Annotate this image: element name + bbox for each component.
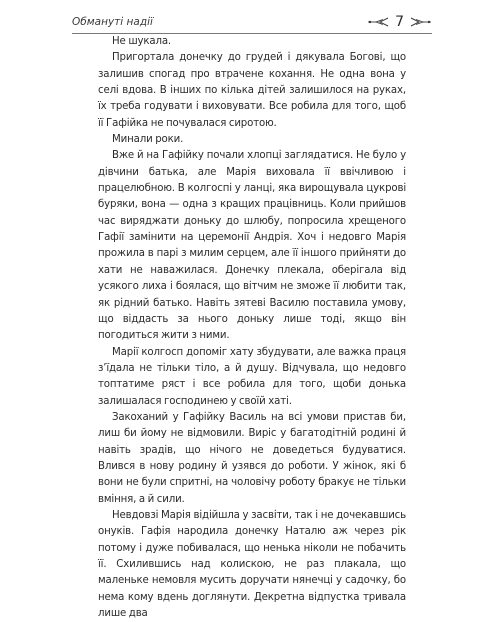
paragraph: Пригортала донечку до грудей і дякувала Богові, що залишив спогад про втрачене кохання. Не одна вона у селі вдова. В інших по кілька дітей залишилося на руках, їх треба годувати і виховувати. Все робила для того, щоб її Гафійка не почувалася сиротою. (98, 52, 406, 129)
page-number-ornament (367, 12, 432, 32)
page-body (98, 34, 406, 622)
paragraph: Вже й на Гафійку почали хлопці заглядатися. Не було у дівчини батька, але Марія виховала її ввічливою і працелюбною. В колгоспі у ланці, яка вирощувала цукрові буряки, вона — одна з кращих працівниць. Коли прийшов час виряджати доньку до шлюбу, попросила хрещеного Гафії замінити на церемонії Андрія. Хоч і недовго Марія прожила в парі з милим серцем, але її іншого прийняти до хати не наважилася. Донечку плекала, оберігала від усякого лиха і боялася, що вітчим не зможе її любити так, як рідний батько. Навіть зятеві Василю поставила умову, що віддасть за нього доньку лише тоді, якщо він погодиться жити з ними. (98, 150, 406, 342)
paragraph: Закоханий у Гафійку Василь на всі умови пристав би, лиш би йому не відмовили. Виріс у багатодітній родині й навіть зрадів, що нічого не доведеться будуватися. Влився в нову родину й узявся до роботи. У жінок, які б вони не були спритні, на чоловічу роботу бракує не тільки вміння, а й сили. (98, 411, 406, 505)
running-header (72, 12, 432, 34)
paragraph: Не шукала. (112, 36, 172, 47)
paragraph: Невдовзі Марія відійшла у засвіти, так і не дочекавшись онуків. Гафія народила донечку Наталю аж через рік потому і дуже побивалася, що ненька ніколи не побачить її. Схилившись над колискою, не раз плакала, що маленьке немовля мусить доручати нянечці у садочку, бо нема кому вдень доглянути. Декретна відпустка тривала лише два (98, 509, 406, 620)
right-ornament-icon (410, 17, 432, 27)
running-title: Обмануті надії (72, 16, 153, 28)
paragraph: Минали роки. (112, 134, 184, 146)
page-number: 7 (395, 14, 404, 30)
paragraph: Марії колгосп допоміг хату збудувати, але важка праця зʼїдала не тільки тіло, а й душу. Відчувала, що недовго топтатиме ряст і все робила для того, щоби донька залишалася господинею у своїй хаті. (98, 346, 406, 407)
left-ornament-icon (367, 17, 389, 27)
